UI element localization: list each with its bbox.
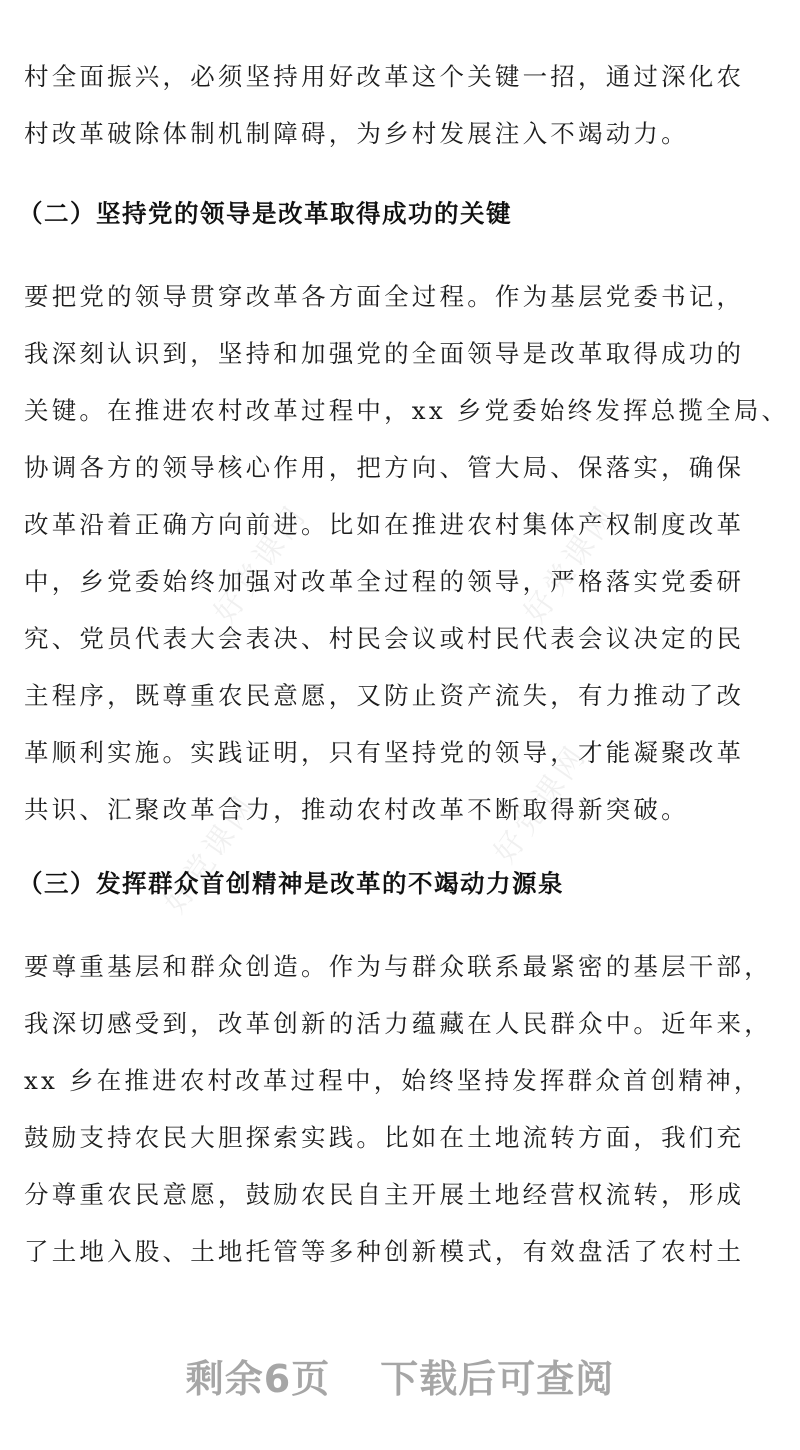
body-line: 要把党的领导贯穿改革各方面全过程。作为基层党委书记， [24,282,745,311]
body-line: 分尊重农民意愿，鼓励农民自主开展土地经营权流转，形成 [24,1180,745,1209]
body-line: 主程序，既尊重农民意愿，又防止资产流失，有力推动了改 [24,681,745,710]
body-line: 村改革破除体制机制障碍，为乡村发展注入不竭动力。 [24,119,689,148]
section-heading-2: （二）坚持党的领导是改革取得成功的关键 [18,199,512,228]
body-line: 我深刻认识到，坚持和加强党的全面领导是改革取得成功的 [24,339,745,368]
download-prompt-banner[interactable] [0,1345,800,1405]
body-line: 关键。在推进农村改革过程中，xx 乡党委始终发挥总揽全局、 [24,396,790,425]
watermark: 好党课网 [517,498,625,630]
body-line: 了土地入股、土地托管等多种创新模式，有效盘活了农村土 [24,1237,745,1266]
body-line: 鼓励支持农民大胆探索实践。比如在土地流转方面，我们充 [24,1123,745,1152]
body-line: 中，乡党委始终加强对改革全过程的领导，严格落实党委研 [24,567,745,596]
remaining-pages-label: 剩余6页 [185,1356,331,1401]
watermark: 好党课网 [487,738,595,870]
body-line: 协调各方的领导核心作用，把方向、管大局、保落实，确保 [24,453,745,482]
body-line: 革顺利实施。实践证明，只有坚持党的领导，才能凝聚改革 [24,738,745,767]
section-heading-3: （三）发挥群众首创精神是改革的不竭动力源泉 [18,869,564,898]
body-line: 村全面振兴，必须坚持用好改革这个关键一招，通过深化农 [24,62,745,91]
body-line: xx 乡在推进农村改革过程中，始终坚持发挥群众首创精神， [24,1066,762,1095]
watermark: 好党课网 [207,498,315,630]
body-line: 我深切感受到，改革创新的活力蕴藏在人民群众中。近年来， [24,1009,772,1038]
download-to-view-label[interactable]: 下载后可查阅 [380,1356,615,1401]
watermark: 好党课网 [157,788,265,920]
body-line: 改革沿着正确方向前进。比如在推进农村集体产权制度改革 [24,510,745,539]
body-line: 共识、汇聚改革合力，推动农村改革不断取得新突破。 [24,795,689,824]
body-line: 要尊重基层和群众创造。作为与群众联系最紧密的基层干部， [24,952,772,981]
body-line: 究、党员代表大会表决、村民会议或村民代表会议决定的民 [24,624,745,653]
